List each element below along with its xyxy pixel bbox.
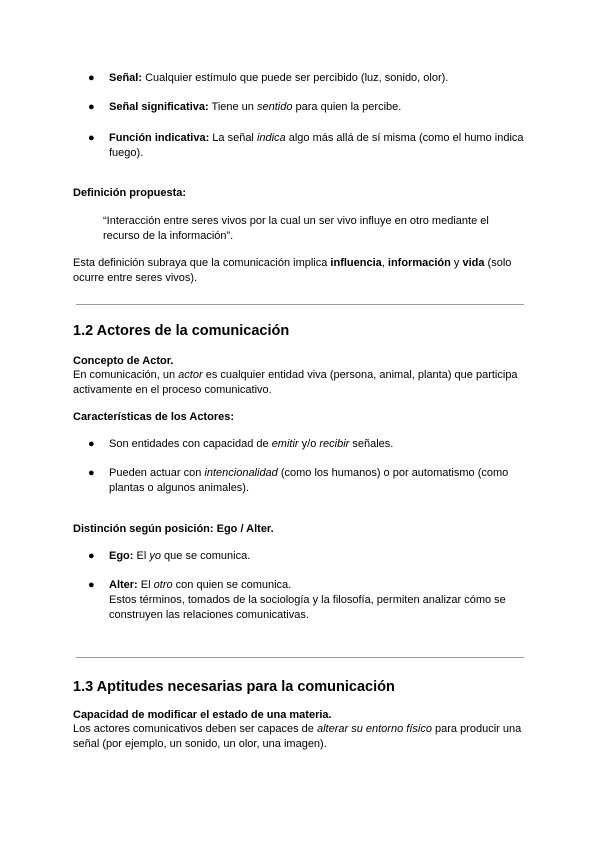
text: Cualquier estímulo que puede ser percibido (luz, sonido, olor). [142, 72, 449, 84]
emphasis: sentido [256, 101, 293, 113]
horizontal-rule [76, 657, 524, 658]
text: para quien la percibe. [292, 101, 402, 113]
bullet-dot: ● [88, 72, 95, 84]
text: Tiene un [208, 101, 257, 113]
text: y [450, 257, 463, 269]
term: Ego: [109, 550, 134, 562]
distincion-heading: Distinción según posición: Ego / Alter. [73, 523, 274, 535]
text: En comunicación, un [73, 369, 179, 381]
definicion-heading: Definición propuesta: [73, 187, 187, 199]
text: (solo ocurre entre seres vivos). [73, 257, 512, 284]
bullet-funcion-indicativa [109, 131, 529, 161]
bold-term: información [387, 257, 451, 269]
text: Los actores comunicativos deben ser capaces de [73, 723, 317, 735]
bullet-dot: ● [88, 579, 95, 591]
emphasis: yo [149, 550, 161, 562]
bullet-dot: ● [88, 101, 95, 113]
bullet-dot: ● [88, 550, 95, 562]
emphasis: indica [256, 132, 286, 144]
emphasis: recibir [319, 438, 350, 450]
capacidad-text [73, 722, 528, 752]
bullet-alter [109, 578, 529, 593]
definicion-summary [73, 256, 528, 286]
emphasis: alterar su entorno físico [316, 723, 432, 735]
text: , [381, 257, 388, 269]
bullet-dot: ● [88, 438, 95, 450]
text: Son entidades con capacidad de [109, 438, 272, 450]
bullet-dot: ● [88, 467, 95, 479]
text: El [133, 550, 150, 562]
bold-term: vida [462, 257, 485, 269]
term: Señal: [109, 72, 143, 84]
bullet-caracteristica-1 [109, 437, 529, 452]
definicion-quote: “Interacción entre seres vivos por la cual un ser vivo influye en otro mediante el recurso de la información”. [103, 215, 489, 242]
text: señales. [349, 438, 394, 450]
bullet-dot: ● [88, 132, 95, 144]
term: Función indicativa: [109, 132, 210, 144]
emphasis: intencionalidad [204, 467, 278, 479]
text: con quien se comunica. [172, 579, 292, 591]
term: Alter: [109, 579, 138, 591]
text: para producir una señal (por ejemplo, un sonido, un olor, una imagen). [73, 723, 522, 750]
text: (como los humanos) o por automatismo (como plantas o algunos animales). [109, 467, 509, 494]
emphasis: emitir [271, 438, 299, 450]
text: que se comunica. [160, 550, 251, 562]
text: y/o [298, 438, 320, 450]
section-title-1-2: 1.2 Actores de la comunicación [73, 323, 290, 339]
bullet-caracteristica-2 [109, 466, 529, 496]
section-title-1-3: 1.3 Aptitudes necesarias para la comunicación [73, 679, 395, 695]
term: Señal significativa: [109, 101, 209, 113]
text: La señal [209, 132, 257, 144]
emphasis: actor [178, 369, 203, 381]
concepto-text [73, 368, 528, 398]
text: algo más allá de sí misma (como el humo indica fuego). [109, 132, 524, 159]
bullet-senal [109, 71, 529, 86]
caracteristicas-heading: Características de los Actores: [73, 411, 234, 423]
capacidad-heading: Capacidad de modificar el estado de una materia. [73, 709, 332, 721]
alter-note: Estos términos, tomados de la sociología y la filosofía, permiten analizar cómo se construyen las relaciones comunicativas. [109, 594, 506, 621]
bullet-ego [109, 549, 529, 564]
bold-term: influencia [330, 257, 382, 269]
text: es cualquier entidad viva (persona, animal, planta) que participa activamente en el proceso comunicativo. [73, 369, 518, 396]
text: Esta definición subraya que la comunicación implica [73, 257, 331, 269]
horizontal-rule [76, 304, 524, 305]
text: Pueden actuar con [109, 467, 205, 479]
concepto-heading: Concepto de Actor. [73, 355, 174, 367]
emphasis: otro [153, 579, 173, 591]
text: El [137, 579, 154, 591]
bullet-senal-significativa [109, 100, 529, 115]
